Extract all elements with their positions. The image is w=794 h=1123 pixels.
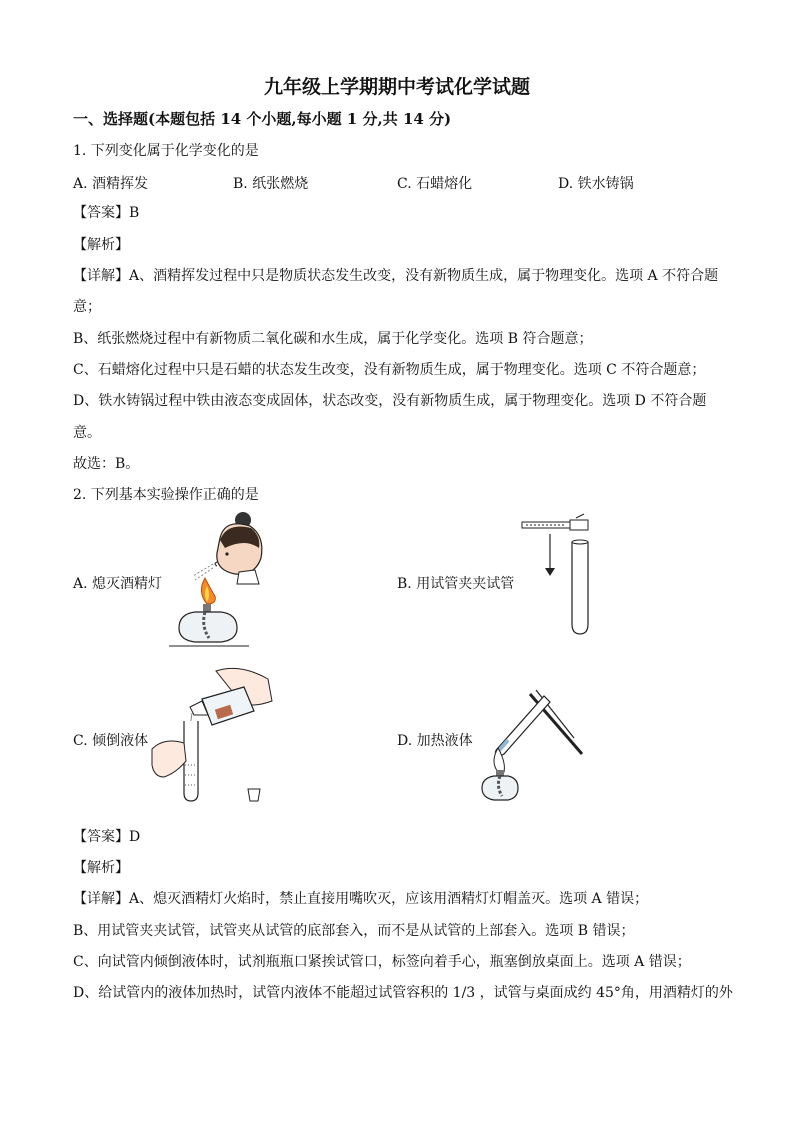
section-heading: 一、选择题(本题包括 14 个小题,每小题 1 分,共 14 分)	[73, 110, 452, 128]
q1-detail-line: 意。	[73, 425, 101, 441]
q2-option-d: D. 加热液体	[397, 733, 473, 749]
q2-answer: 【答案】D	[73, 829, 141, 845]
q1-detail-line: 【详解】A、酒精挥发过程中只是物质状态发生改变，没有新物质生成，属于物理变化。选项 A 不符合题	[73, 268, 719, 284]
q2-option-a: A. 熄灭酒精灯	[73, 576, 163, 592]
heating-liquid-illustration	[478, 682, 588, 807]
q1-detail-line: D、铁水铸锅过程中铁由液态变成固体，状态改变，没有新物质生成，属于物理变化。选项 D 不符合题	[73, 393, 707, 409]
q2-analysis-label: 【解析】	[73, 860, 129, 876]
q1-option-c: C. 石蜡熔化	[397, 176, 473, 192]
q1-option-d: D. 铁水铸锅	[558, 176, 634, 192]
page-title: 九年级上学期期中考试化学试题	[263, 76, 530, 98]
q2-option-b: B. 用试管夹夹试管	[397, 576, 515, 592]
q2-detail-line: 【详解】A、熄灭酒精灯火焰时，禁止直接用嘴吹灭，应该用酒精灯灯帽盖灭。选项 A 错误；	[73, 891, 649, 907]
question-2-stem: 2. 下列基本实验操作正确的是	[73, 487, 259, 503]
q1-option-b: B. 纸张燃烧	[233, 176, 309, 192]
pouring-liquid-illustration	[150, 665, 275, 810]
blowing-alcohol-lamp-illustration	[165, 508, 280, 650]
q1-detail-line: C、石蜡熔化过程中只是石蜡的状态发生改变，没有新物质生成，属于物理变化。选项 C 不符合题意；	[73, 362, 706, 378]
test-tube-clamp-illustration	[518, 512, 598, 638]
q1-option-a: A. 酒精挥发	[73, 176, 149, 192]
q1-detail-line: 意；	[73, 299, 101, 315]
q1-detail-line: B、纸张燃烧过程中有新物质二氧化碳和水生成，属于化学变化。选项 B 符合题意；	[73, 331, 593, 347]
question-1-stem: 1. 下列变化属于化学变化的是	[73, 143, 259, 159]
q2-detail-line: B、用试管夹夹试管，试管夹从试管的底部套入，而不是从试管的上部套入。选项 B 错误；	[73, 923, 635, 939]
q1-analysis-label: 【解析】	[73, 237, 129, 253]
q2-detail-line: C、向试管内倾倒液体时，试剂瓶瓶口紧挨试管口，标签向着手心，瓶塞倒放桌面上。选项 A 错误；	[73, 954, 691, 970]
q2-detail-line: D、给试管内的液体加热时，试管内液体不能超过试管容积的 1/3 ，试管与桌面成约 45°角，用酒精灯的外	[73, 985, 733, 1001]
q1-answer: 【答案】B	[73, 205, 140, 221]
q2-option-c: C. 倾倒液体	[73, 733, 149, 749]
q1-conclusion: 故选：B。	[73, 456, 140, 472]
